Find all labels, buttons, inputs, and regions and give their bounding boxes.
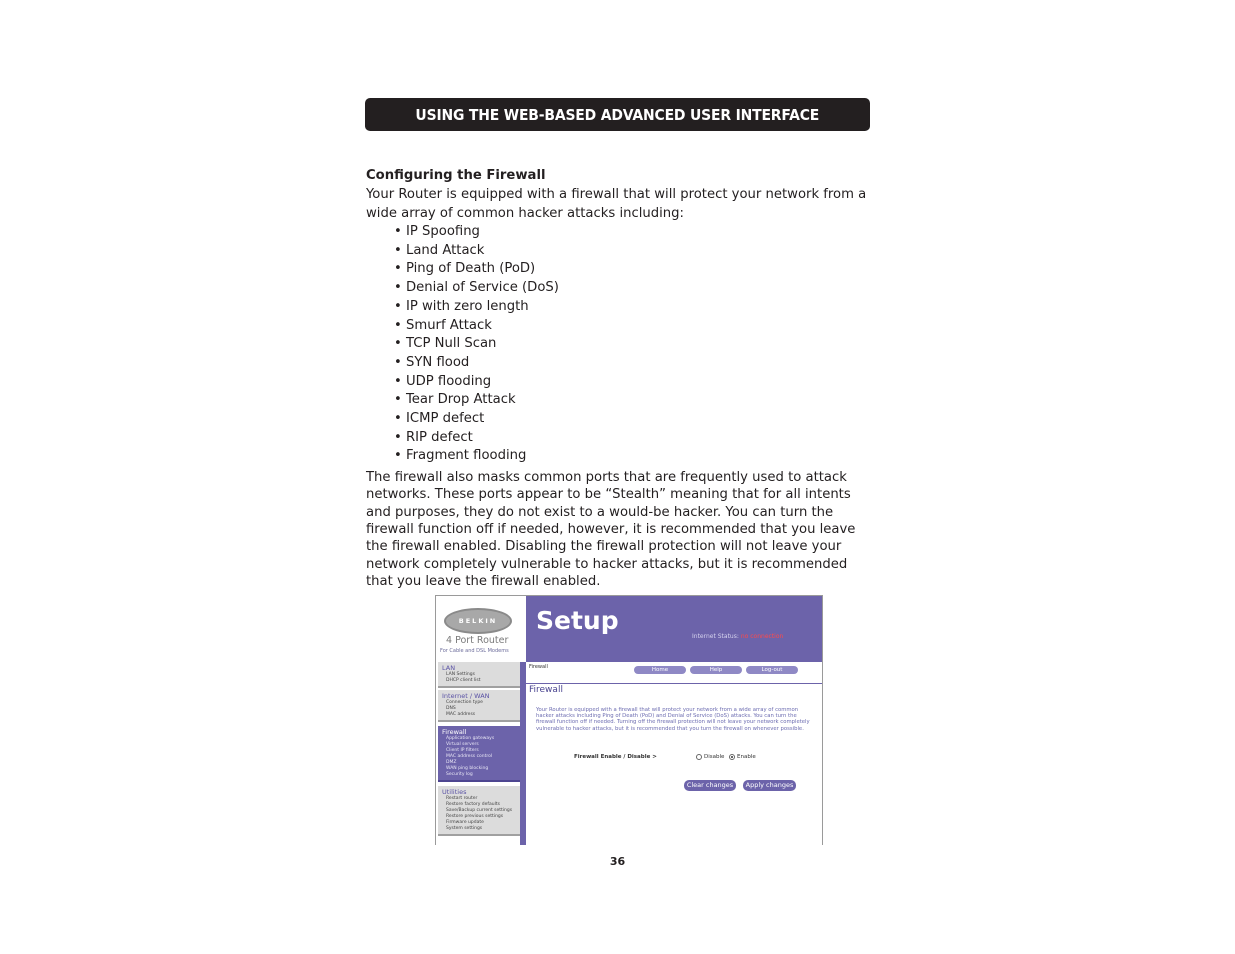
nav-item[interactable]: Virtual servers [446, 742, 479, 747]
firewall-paragraph: The firewall also masks common ports that are frequently used to attack networks. These ports appear to be “Stealth” meaning that for all intents and purposes, they do not exist to a would-be hacker. You can turn the firewall function off if needed, however, it is recommended that you leave the firewall enabled. Disabling the firewall protection will not leave your network completely vulnerable to hacker attacks, but it is recommended that you leave the firewall enabled. [366, 470, 856, 589]
help-button[interactable]: Help [690, 666, 742, 674]
list-item: • UDP flooding [394, 373, 492, 389]
list-item: • Tear Drop Attack [394, 392, 516, 408]
brand-text: BELKIN [458, 617, 498, 625]
nav-item[interactable]: MAC address control [446, 754, 493, 759]
internet-status [692, 633, 783, 640]
disable-label: Disable [704, 754, 725, 760]
list-item: • Land Attack [394, 242, 485, 258]
nav-item[interactable]: System settings [446, 826, 483, 831]
nav-item[interactable]: MAC address [446, 712, 476, 717]
attack-list [366, 223, 871, 466]
nav-item[interactable]: Restart router [446, 796, 478, 801]
section-banner [365, 98, 870, 131]
nav-item[interactable]: Restore factory defaults [446, 802, 500, 807]
list-item: • Fragment flooding [394, 448, 527, 464]
nav-item[interactable]: Application gateways [446, 736, 495, 741]
list-item: • RIP defect [394, 429, 473, 445]
router-main-panel [526, 596, 822, 845]
nav-item[interactable]: Client IP filters [446, 748, 479, 753]
nav-item[interactable]: Security log [446, 772, 473, 777]
nav-section-title[interactable]: LAN [442, 664, 456, 672]
nav-item[interactable]: Connection type [446, 700, 483, 705]
nav-item[interactable]: DNS [446, 706, 456, 711]
divider [526, 683, 822, 684]
router-ui-screenshot [435, 595, 823, 845]
enable-option[interactable] [729, 754, 756, 760]
firewall-toggle-label: Firewall Enable / Disable > [574, 754, 657, 760]
status-label: Internet Status: [692, 633, 739, 640]
nav-section-title[interactable]: Internet / WAN [442, 692, 490, 700]
nav-section-utilities [438, 786, 522, 836]
home-button[interactable]: Home [634, 666, 686, 674]
model-name: 4 Port Router [446, 635, 509, 646]
page-content [366, 167, 871, 590]
banner-title: USING THE WEB-BASED ADVANCED USER INTERFACE [415, 105, 820, 124]
list-item: • SYN flood [394, 354, 470, 370]
clear-changes-button[interactable]: Clear changes [684, 780, 736, 791]
nav-section-firewall [438, 726, 522, 782]
nav-item[interactable]: DHCP client list [446, 678, 481, 683]
nav-section-wan [438, 690, 522, 722]
list-item: • IP Spoofing [394, 224, 480, 239]
nav-section-title[interactable]: Firewall [442, 728, 467, 736]
nav-item[interactable]: WAN ping blocking [446, 766, 489, 771]
list-item: • IP with zero length [394, 298, 529, 314]
nav-item[interactable]: Firmware update [446, 820, 484, 825]
form-description: Your Router is equipped with a firewall that will protect your network from a wide array of common hacker attacks including Ping of Death (PoD) and Denial of Service (DoS) attacks. You can turn the firewall function off if needed. Turning off the firewall protection will not leave your network completely vulnerable to hacker attacks, but it is recommended that you turn the firewall on whenever possible. [536, 707, 810, 732]
disable-option[interactable] [696, 754, 724, 760]
nav-section-lan [438, 662, 522, 688]
list-item: • TCP Null Scan [394, 336, 497, 352]
status-badge: no connection [740, 633, 784, 640]
radio-disable[interactable] [696, 754, 702, 760]
logout-button[interactable]: Log-out [746, 666, 798, 674]
list-item: • Ping of Death (PoD) [394, 261, 536, 277]
nav-item[interactable]: DMZ [446, 760, 457, 765]
router-sidebar [436, 596, 526, 845]
breadcrumb: Firewall [529, 664, 548, 670]
apply-changes-button[interactable]: Apply changes [743, 780, 796, 791]
radio-enable[interactable] [729, 754, 735, 760]
section-heading: Configuring the Firewall [366, 168, 546, 183]
page-number: 36 [609, 855, 626, 868]
list-item: • Smurf Attack [394, 317, 492, 333]
router-header [526, 596, 822, 662]
model-subtitle: For Cable and DSL Modems [440, 648, 509, 654]
nav-item[interactable]: LAN Settings [446, 672, 475, 677]
belkin-logo [444, 608, 512, 634]
nav-item[interactable]: Restore previous settings [446, 814, 504, 819]
nav-item[interactable]: Save/Backup current settings [446, 808, 513, 813]
enable-label: Enable [737, 754, 756, 760]
list-item: • Denial of Service (DoS) [394, 280, 559, 296]
list-item: • ICMP defect [394, 411, 485, 427]
page-title: Setup [536, 606, 619, 635]
intro-paragraph: Your Router is equipped with a firewall that will protect your network from a wide array of common hacker attacks including: [366, 187, 867, 221]
nav-section-title[interactable]: Utilities [442, 788, 467, 796]
form-title: Firewall [529, 685, 563, 695]
